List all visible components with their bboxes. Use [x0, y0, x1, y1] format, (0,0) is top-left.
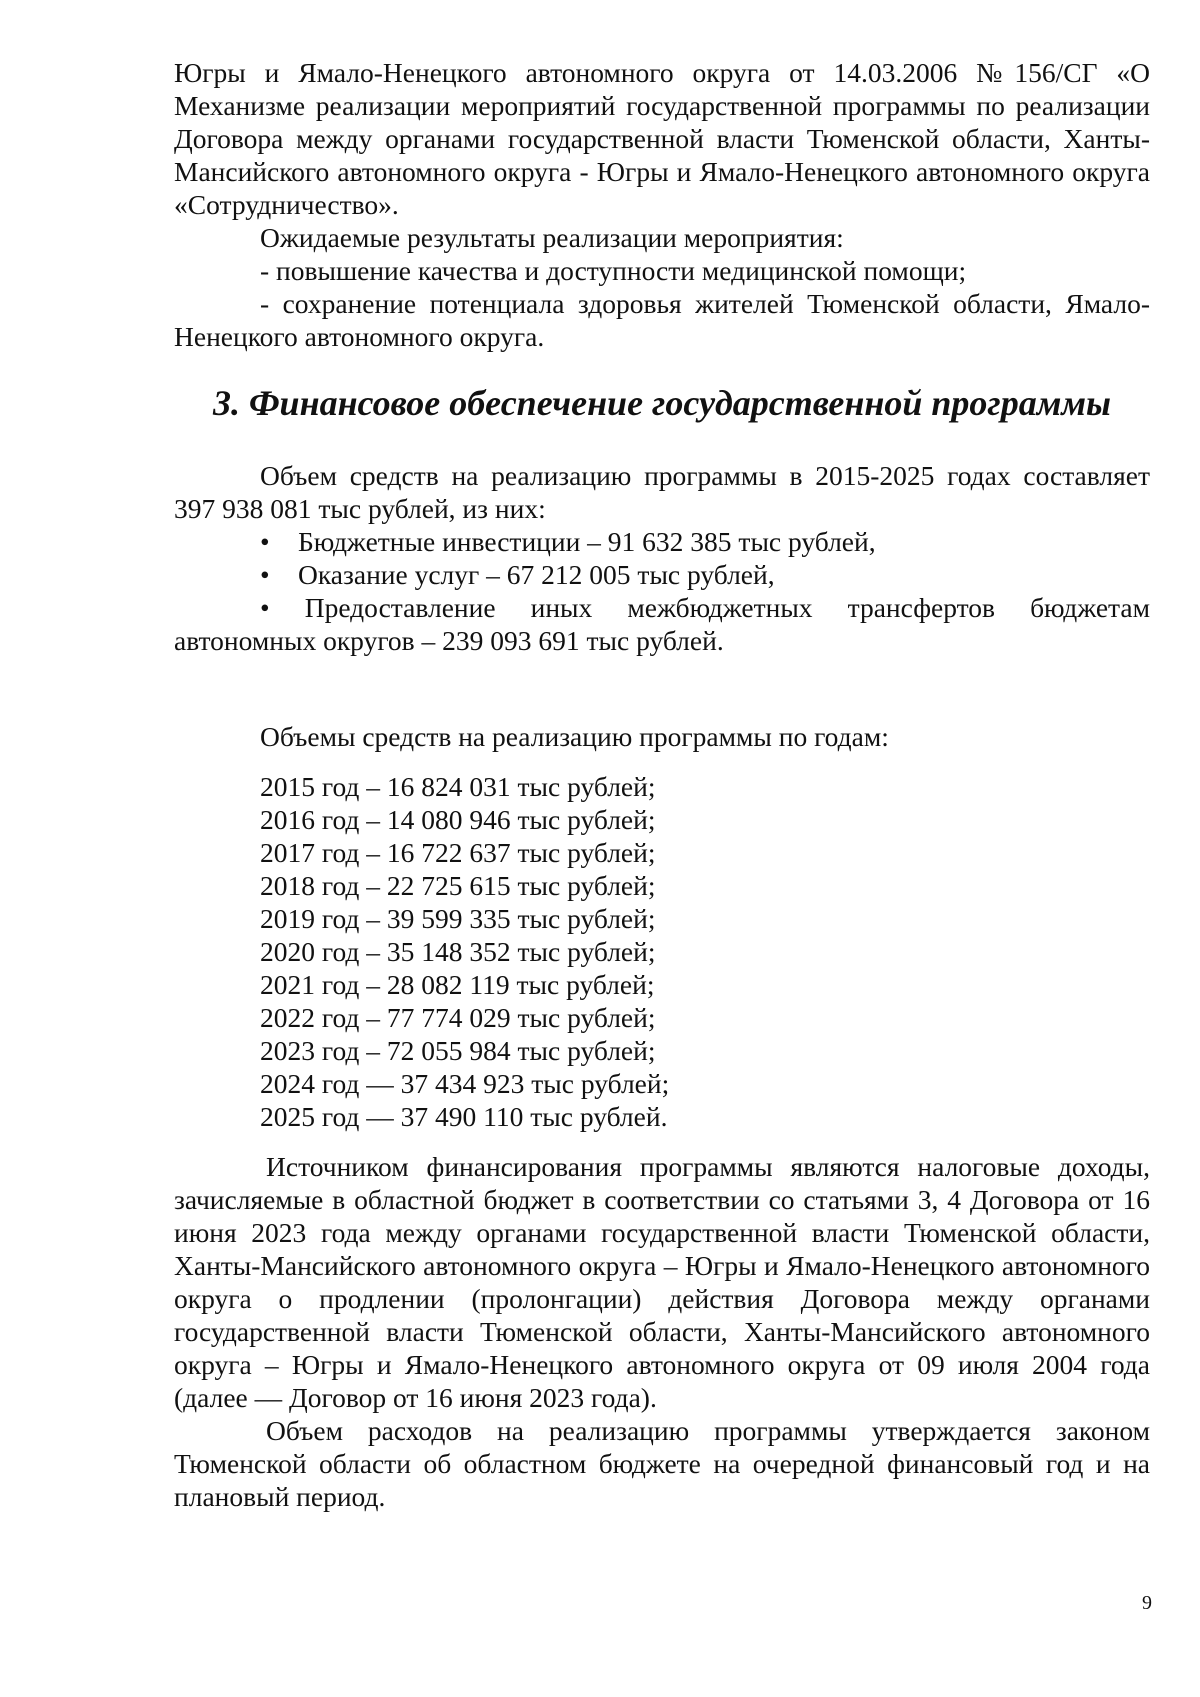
funding-breakdown-list: [174, 525, 1150, 657]
funding-total-paragraph: Объем средств на реализацию программы в 2015-2025 годах составляет 397 938 081 тыс рублей, из них:: [174, 460, 1150, 524]
year-row: 2023 год – 72 055 984 тыс рублей;: [260, 1035, 656, 1066]
funding-item-text: Предоставление иных межбюджетных трансфертов бюджетам автономных округов – 239 093 691 тыс рублей.: [174, 592, 1151, 656]
funding-item-services: [174, 558, 1150, 591]
year-row: 2024 год — 37 434 923 тыс рублей;: [260, 1068, 670, 1099]
bullet-icon: •: [260, 592, 270, 623]
intro-paragraph-continuation: Югры и Ямало-Ненецкого автономного округа от 14.03.2006 №156/СГ «О Механизме реализации мероприятий государственной программы по реализации Договора между органами государственной власти Тюменской области, Ханты-Мансийского автономного округа - Югры и Ямало-Ненецкого автономного округа «Сотрудничество».: [174, 57, 1150, 220]
year-row: 2022 год – 77 774 029 тыс рублей;: [260, 1002, 656, 1033]
year-row: 2017 год – 16 722 637 тыс рублей;: [260, 837, 656, 868]
year-row: 2018 год – 22 725 615 тыс рублей;: [260, 870, 656, 901]
expected-results-heading: Ожидаемые результаты реализации мероприятия:: [260, 222, 844, 253]
expected-result-item-2: - сохранение потенциала здоровья жителей Тюменской области, Ямало-Ненецкого автономного округа.: [174, 288, 1150, 352]
by-year-heading: Объемы средств на реализацию программы по годам:: [260, 721, 889, 752]
financing-source-paragraph: Источником финансирования программы являются налоговые доходы, зачисляемые в областной бюджет в соответствии со статьями 3, 4 Договора от 16 июня 2023 года между органами государственной власти Тюменской области, Ханты-Мансийского автономного округа – Югры и Ямало-Ненецкого автономного округа о продлении (пролонгации) действия Договора между органами государственной власти Тюменской области, Ханты-Мансийского автономного округа – Югры и Ямало-Ненецкого автономного округа от 09 июля 2004 года (далее — Договор от 16 июня 2023 года).: [174, 1151, 1150, 1413]
bullet-icon: •: [260, 559, 270, 590]
by-year-list: [174, 770, 1150, 1133]
page-number: 9: [1142, 1592, 1152, 1614]
expected-result-item-1: - повышение качества и доступности медицинской помощи;: [260, 255, 967, 286]
year-row: 2021 год – 28 082 119 тыс рублей;: [260, 969, 655, 1000]
section-title: 3. Финансовое обеспечение государственной программы: [212, 383, 1112, 423]
year-row: 2025 год — 37 490 110 тыс рублей.: [260, 1101, 668, 1132]
funding-item-investments: [174, 525, 1150, 558]
bullet-icon: •: [260, 526, 270, 557]
funding-item-transfers: [174, 591, 1150, 657]
year-row: 2020 год – 35 148 352 тыс рублей;: [260, 936, 656, 967]
year-row: 2016 год – 14 080 946 тыс рублей;: [260, 804, 656, 835]
year-row: 2019 год – 39 599 335 тыс рублей;: [260, 903, 656, 934]
funding-item-text: Бюджетные инвестиции – 91 632 385 тыс рублей,: [298, 526, 876, 557]
year-row: 2015 год – 16 824 031 тыс рублей;: [260, 771, 656, 802]
document-page: [174, 56, 1150, 1513]
expenditure-approval-paragraph: Объем расходов на реализацию программы утверждается законом Тюменской области об областном бюджете на очередной финансовый год и на плановый период.: [174, 1415, 1150, 1512]
funding-item-text: Оказание услуг – 67 212 005 тыс рублей,: [298, 559, 775, 590]
